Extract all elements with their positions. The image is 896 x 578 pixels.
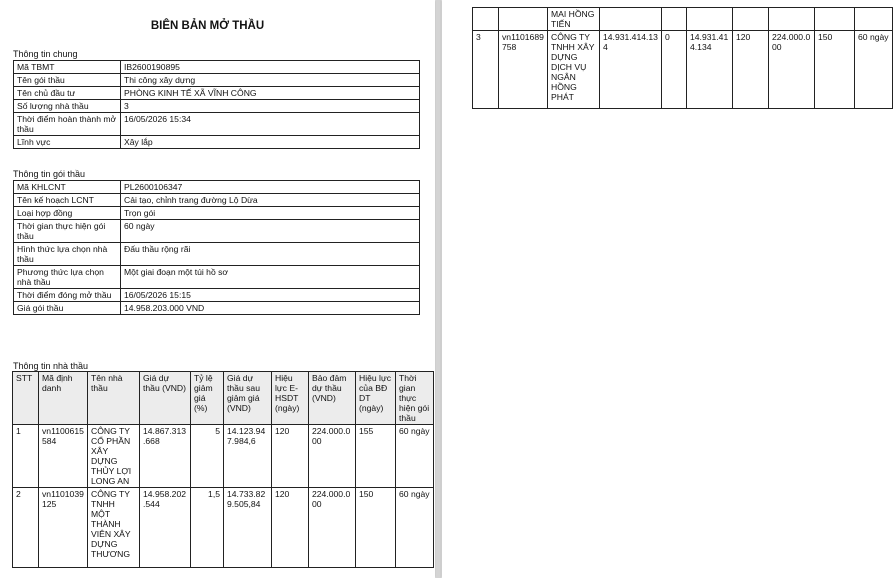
package-info-key: Phương thức lựa chọn nhà thầu bbox=[14, 266, 121, 289]
bidder-row-continued bbox=[473, 8, 893, 31]
package-info-key: Hình thức lựa chọn nhà thầu bbox=[14, 243, 121, 266]
package-info-value: 16/05/2026 15:15 bbox=[121, 289, 420, 302]
general-info-value: Xây lắp bbox=[121, 136, 420, 149]
package-info-row bbox=[14, 289, 420, 302]
general-info-row bbox=[14, 113, 420, 136]
bidder-guarantee: 224.000.000 bbox=[769, 31, 815, 109]
bidder-table-continued bbox=[472, 7, 893, 109]
general-info-key: Số lượng nhà thầu bbox=[14, 100, 121, 113]
general-info-key: Tên chủ đầu tư bbox=[14, 87, 121, 100]
bidder-guarantee-validity: 155 bbox=[356, 425, 396, 488]
bidder-price: 14.958.202.544 bbox=[140, 488, 191, 568]
bidder-row bbox=[13, 488, 434, 568]
bidder-validity: 120 bbox=[272, 488, 309, 568]
bidder-duration bbox=[855, 8, 893, 31]
package-info-value: 60 ngày bbox=[121, 220, 420, 243]
column-header: Giá dự thầu sau giảm giá (VND) bbox=[224, 372, 272, 425]
bidder-table-header bbox=[13, 372, 434, 425]
document-page-1 bbox=[0, 0, 435, 578]
package-info-row bbox=[14, 302, 420, 315]
general-info-heading: Thông tin chung bbox=[13, 49, 78, 59]
general-info-row bbox=[14, 74, 420, 87]
bidder-id: vn1101689758 bbox=[499, 31, 548, 109]
bidder-duration: 60 ngày bbox=[855, 31, 893, 109]
bidder-price bbox=[600, 8, 662, 31]
column-header: Mã định danh bbox=[39, 372, 88, 425]
package-info-table bbox=[13, 180, 420, 315]
document-page-2 bbox=[442, 0, 896, 578]
bidder-name: MAI HỒNG TIẾN bbox=[548, 8, 600, 31]
package-info-row bbox=[14, 220, 420, 243]
general-info-key: Mã TBMT bbox=[14, 61, 121, 74]
bidder-stt: 3 bbox=[473, 31, 499, 109]
bidder-price: 14.931.414.134 bbox=[600, 31, 662, 109]
bidder-guarantee bbox=[769, 8, 815, 31]
package-info-row bbox=[14, 243, 420, 266]
bidder-guarantee-validity: 150 bbox=[356, 488, 396, 568]
bidder-stt bbox=[473, 8, 499, 31]
package-info-row bbox=[14, 266, 420, 289]
bidder-validity: 120 bbox=[733, 31, 769, 109]
general-info-value: PHÒNG KINH TẾ XÃ VĨNH CÔNG bbox=[121, 87, 420, 100]
bidder-duration: 60 ngày bbox=[396, 488, 434, 568]
general-info-value: IB2600190895 bbox=[121, 61, 420, 74]
general-info-table bbox=[13, 60, 420, 149]
bidder-price-after: 14.733.829.505,84 bbox=[224, 488, 272, 568]
package-info-row bbox=[14, 194, 420, 207]
bidder-validity bbox=[733, 8, 769, 31]
general-info-key: Thời điểm hoàn thành mở thầu bbox=[14, 113, 121, 136]
general-info-row bbox=[14, 61, 420, 74]
bidder-price: 14.867.313.668 bbox=[140, 425, 191, 488]
package-info-value: PL2600106347 bbox=[121, 181, 420, 194]
column-header: Tỷ lệ giảm giá (%) bbox=[191, 372, 224, 425]
bidder-stt: 2 bbox=[13, 488, 39, 568]
package-info-value: Đấu thầu rộng rãi bbox=[121, 243, 420, 266]
general-info-value: Thi công xây dựng bbox=[121, 74, 420, 87]
package-info-row bbox=[14, 181, 420, 194]
bidder-validity: 120 bbox=[272, 425, 309, 488]
bidder-name: CÔNG TY CỔ PHẦN XÂY DỰNG THỦY LỢI LONG AN bbox=[88, 425, 140, 488]
column-header: STT bbox=[13, 372, 39, 425]
package-info-value: Trọn gói bbox=[121, 207, 420, 220]
general-info-row bbox=[14, 100, 420, 113]
bidder-guarantee-validity: 150 bbox=[815, 31, 855, 109]
column-header: Hiệu lực E-HSDT (ngày) bbox=[272, 372, 309, 425]
package-info-key: Thời điểm đóng mở thầu bbox=[14, 289, 121, 302]
package-info-key: Mã KHLCNT bbox=[14, 181, 121, 194]
bidder-discount: 5 bbox=[191, 425, 224, 488]
package-info-row bbox=[14, 207, 420, 220]
bidder-discount: 0 bbox=[662, 31, 687, 109]
package-info-heading: Thông tin gói thầu bbox=[13, 169, 86, 179]
bidder-guarantee: 224.000.000 bbox=[309, 425, 356, 488]
bidder-row bbox=[473, 31, 893, 109]
bidder-discount bbox=[662, 8, 687, 31]
package-info-key: Tên kế hoạch LCNT bbox=[14, 194, 121, 207]
column-header: Giá dự thầu (VND) bbox=[140, 372, 191, 425]
package-info-key: Thời gian thực hiện gói thầu bbox=[14, 220, 121, 243]
bidder-id: vn1100615584 bbox=[39, 425, 88, 488]
general-info-key: Lĩnh vực bbox=[14, 136, 121, 149]
general-info-row bbox=[14, 87, 420, 100]
bidder-price-after bbox=[687, 8, 733, 31]
bidder-id bbox=[499, 8, 548, 31]
bidder-duration: 60 ngày bbox=[396, 425, 434, 488]
bidder-name: CÔNG TY TNHH XÂY DỰNG DỊCH VỤ NGÂN HỒNG PHÁT bbox=[548, 31, 600, 109]
bidder-price-after: 14.123.947.984,6 bbox=[224, 425, 272, 488]
page-gap bbox=[436, 0, 441, 578]
document-title: BIÊN BẢN MỞ THẦU bbox=[150, 20, 265, 32]
package-info-key: Loại hợp đồng bbox=[14, 207, 121, 220]
bidder-table bbox=[12, 371, 434, 568]
package-info-value: 14.958.203.000 VND bbox=[121, 302, 420, 315]
bidder-name: CÔNG TY TNHH MỘT THÀNH VIÊN XÂY DỰNG THƯƠNG bbox=[88, 488, 140, 568]
bidder-id: vn1101039125 bbox=[39, 488, 88, 568]
bidder-price-after: 14.931.414.134 bbox=[687, 31, 733, 109]
bidder-stt: 1 bbox=[13, 425, 39, 488]
bidder-guarantee: 224.000.000 bbox=[309, 488, 356, 568]
column-header: Hiệu lực của BĐ DT (ngày) bbox=[356, 372, 396, 425]
general-info-key: Tên gói thầu bbox=[14, 74, 121, 87]
column-header: Bảo đảm dự thầu (VND) bbox=[309, 372, 356, 425]
package-info-key: Giá gói thầu bbox=[14, 302, 121, 315]
package-info-value: Cải tạo, chỉnh trang đường Lộ Dừa bbox=[121, 194, 420, 207]
column-header: Thời gian thực hiện gói thầu bbox=[396, 372, 434, 425]
general-info-value: 16/05/2026 15:34 bbox=[121, 113, 420, 136]
bidder-info-heading: Thông tin nhà thầu bbox=[13, 361, 89, 371]
general-info-value: 3 bbox=[121, 100, 420, 113]
bidder-row bbox=[13, 425, 434, 488]
bidder-discount: 1,5 bbox=[191, 488, 224, 568]
column-header: Tên nhà thầu bbox=[88, 372, 140, 425]
general-info-row bbox=[14, 136, 420, 149]
bidder-guarantee-validity bbox=[815, 8, 855, 31]
package-info-value: Một giai đoạn một túi hồ sơ bbox=[121, 266, 420, 289]
